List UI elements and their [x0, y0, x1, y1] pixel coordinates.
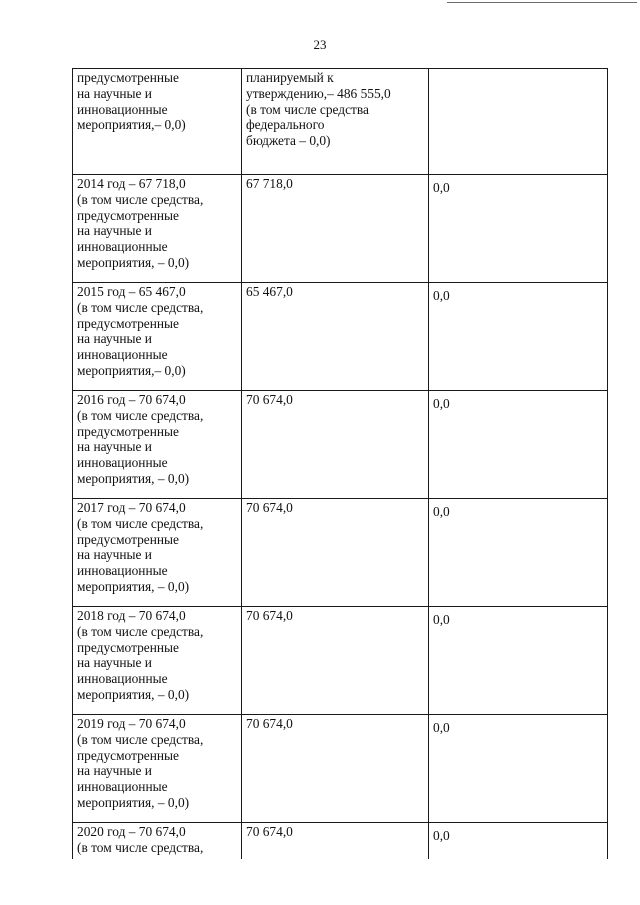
table-row: [73, 607, 608, 715]
page-number: 23: [313, 37, 327, 52]
header-rule: [447, 2, 637, 3]
table-row: [73, 391, 608, 499]
table-cell-total: 70 674,0: [242, 607, 429, 715]
table-cell-total: 70 674,0: [242, 823, 429, 860]
table-cell-total: 70 674,0: [242, 391, 429, 499]
table-cell-federal: 0,0: [429, 607, 608, 715]
table-row: [73, 715, 608, 823]
table-row: [73, 175, 608, 283]
table-row: [73, 823, 608, 860]
funding-table: [72, 68, 608, 859]
table-cell-period: 2019 год – 70 674,0 (в том числе средства, предусмотренные на научные и инновационные мероприятия, – 0,0): [73, 715, 242, 823]
table-cell-federal: 0,0: [429, 391, 608, 499]
table-cell-federal: 0,0: [429, 499, 608, 607]
table-cell-total: 70 674,0: [242, 499, 429, 607]
table-cell-period: 2015 год – 65 467,0 (в том числе средства, предусмотренные на научные и инновационные мероприятия,– 0,0): [73, 283, 242, 391]
table-cell-period: предусмотренные на научные и инновационные мероприятия,– 0,0): [73, 69, 242, 175]
table-cell-period: 2020 год – 70 674,0 (в том числе средства,: [73, 823, 242, 860]
table-cell-period: 2018 год – 70 674,0 (в том числе средства, предусмотренные на научные и инновационные мероприятия, – 0,0): [73, 607, 242, 715]
table-cell-federal: 0,0: [429, 823, 608, 860]
table-cell-federal: 0,0: [429, 715, 608, 823]
table-cell-total: планируемый к утверждению,– 486 555,0 (в том числе средства федерального бюджета – 0,0): [242, 69, 429, 175]
table-cell-period: 2016 год – 70 674,0 (в том числе средства, предусмотренные на научные и инновационные мероприятия, – 0,0): [73, 391, 242, 499]
table-cell-total: 67 718,0: [242, 175, 429, 283]
table-row: [73, 499, 608, 607]
table-cell-period: 2014 год – 67 718,0 (в том числе средства, предусмотренные на научные и инновационные мероприятия, – 0,0): [73, 175, 242, 283]
table-row: [73, 69, 608, 175]
table-cell-total: 65 467,0: [242, 283, 429, 391]
table-cell-federal: 0,0: [429, 283, 608, 391]
table-cell-period: 2017 год – 70 674,0 (в том числе средства, предусмотренные на научные и инновационные мероприятия, – 0,0): [73, 499, 242, 607]
table-cell-total: 70 674,0: [242, 715, 429, 823]
table-cell-federal: [429, 69, 608, 175]
table-row: [73, 283, 608, 391]
table-cell-federal: 0,0: [429, 175, 608, 283]
